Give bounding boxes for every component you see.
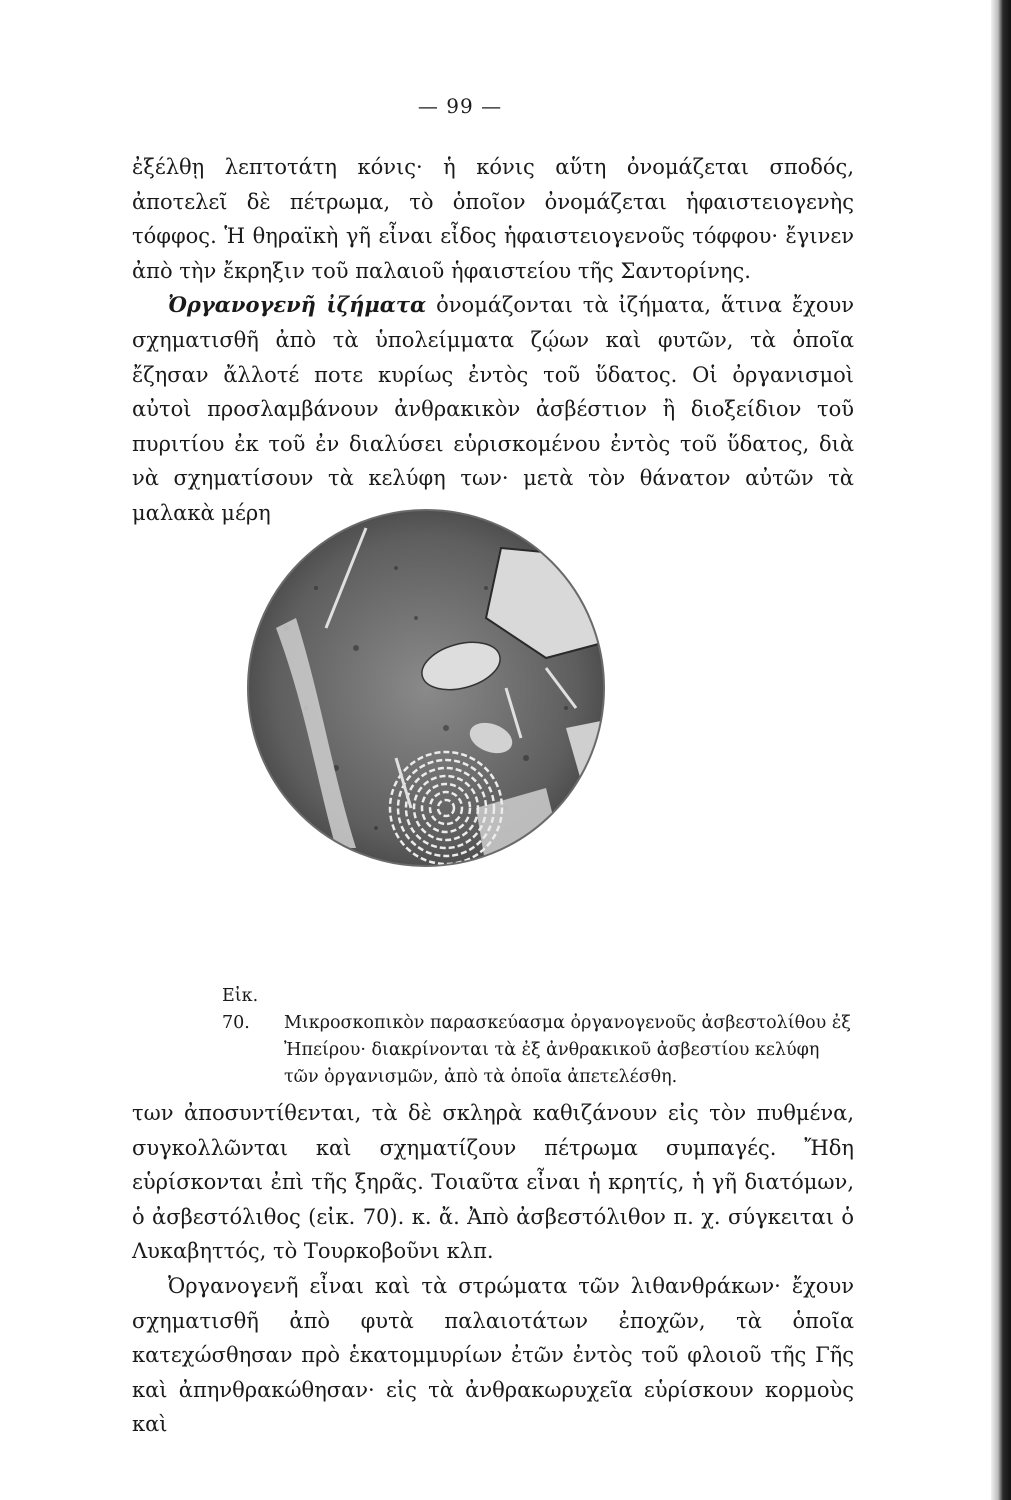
figure-label: Εἰκ. 70. bbox=[222, 986, 259, 1033]
figure-caption-text: Μικροσκοπικὸν παρασκεύασμα ὀργανογενοῦς ἀσβεστολίθου ἐξ Ἠπείρου· διακρίνονται τὰ ἐξ ἀνθρακικοῦ ἀσβεστίου κελύφη τῶν ὀργανισμῶν, ἀπὸ τὰ ὁποῖα ἀπετελέσθη. bbox=[284, 1013, 851, 1087]
micrograph-image bbox=[246, 508, 606, 868]
emphasized-term: Ὀργανογενῆ ἰζήματα bbox=[168, 292, 427, 318]
paragraph-organic-text: ὀνομάζονται τὰ ἰζήματα, ἅτινα ἔχουν σχηματισθῆ ἀπὸ τὰ ὑπολείμματα ζῴων καὶ φυτῶν, τὰ ὁποῖα ἔζησαν ἄλλοτέ ποτε κυρίως ἐντὸς τοῦ ὕδατος. Οἱ ὀργανισμοὶ αὐτοὶ προσλαμβάνουν ἀνθρακικὸν ἀσβέστιον ἢ διοξείδιον τοῦ πυριτίου ἐκ τοῦ ἐν διαλύσει εὑρισκομένου ἐντὸς τοῦ ὕδατος, διὰ νὰ σχηματίσουν τὰ κελύφη των· μετὰ τὸν θάνατον αὐτῶν τὰ μαλακὰ μέρη bbox=[132, 293, 854, 525]
page-edge-shadow bbox=[991, 0, 1011, 1500]
figure-caption bbox=[222, 983, 852, 1091]
text-block-top bbox=[132, 150, 854, 531]
text-block-bottom bbox=[132, 1096, 854, 1442]
paragraph-coal: Ὀργανογενῆ εἶναι καὶ τὰ στρώματα τῶν λιθανθράκων· ἔχουν σχηματισθῆ ἀπὸ φυτὰ παλαιοτάτων ἐποχῶν, τὰ ὁποῖα κατεχώσθησαν πρὸ ἑκατομμυρίων ἐτῶν ἐντὸς τοῦ φλοιοῦ τῆς Γῆς καὶ ἀπηνθρακώθησαν· εἰς τὰ ἀνθρακωρυχεῖα εὑρίσκουν κορμοὺς καὶ bbox=[132, 1273, 854, 1437]
paragraph-tuff: ἐξέλθῃ λεπτοτάτη κόνις· ἡ κόνις αὕτη ὀνομάζεται σποδός, ἀποτελεῖ δὲ πέτρωμα, τὸ ὁποῖον ὀνομάζεται ἡφαιστειογενὴς τόφφος. Ἡ θηραϊκὴ γῆ εἶναι εἶδος ἡφαιστειογενοῦς τόφφου· ἔγινεν ἀπὸ τὴν ἔκρηξιν τοῦ παλαιοῦ ἡφαιστείου τῆς Σαντορίνης. bbox=[132, 155, 854, 283]
paragraph-organic bbox=[132, 288, 854, 530]
paragraph-continue: των ἀποσυντίθενται, τὰ δὲ σκληρὰ καθιζάνουν εἰς τὸν πυθμένα, συγκολλῶνται καὶ σχηματίζουν πέτρωμα συμπαγές. Ἤδη εὑρίσκονται ἐπὶ τῆς ξηρᾶς. Τοιαῦτα εἶναι ἡ κρητίς, ἡ γῆ διατόμων, ὁ ἀσβεστόλιθος (εἰκ. 70). κ. ἄ. Ἀπὸ ἀσβεστόλιθον π. χ. σύγκειται ὁ Λυκαβηττός, τὸ Τουρκοβοῦνι κλπ. bbox=[132, 1101, 854, 1264]
page-number: — 99 — bbox=[417, 94, 503, 118]
